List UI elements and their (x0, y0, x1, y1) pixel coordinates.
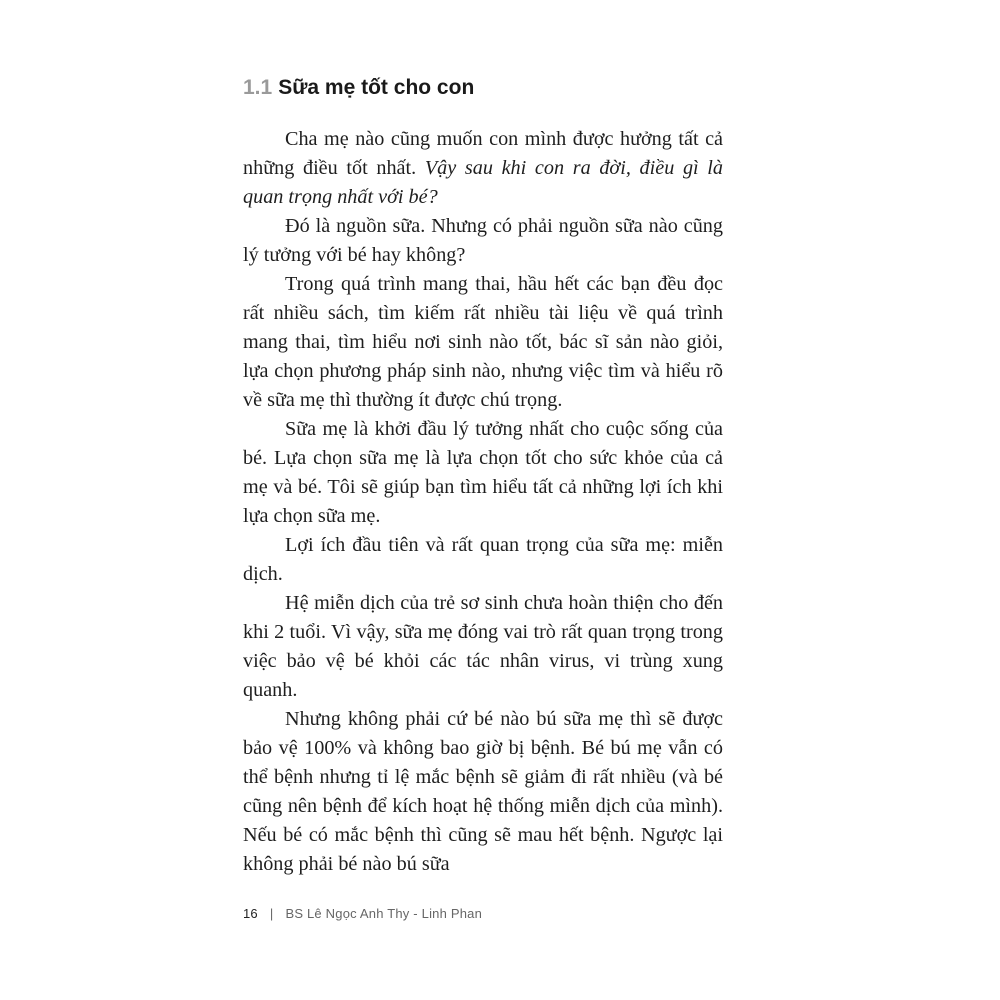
footer-author: BS Lê Ngọc Anh Thy - Linh Phan (285, 906, 483, 921)
paragraph-7: Nhưng không phải cứ bé nào bú sữa mẹ thì sẽ được bảo vệ 100% và không bao giờ bị bệnh. Bé bú mẹ vẫn có thể bệnh nhưng tỉ lệ mắc bệnh sẽ giảm đi rất nhiều (và bé cũng nên bệnh để kích hoạt hệ thống miễn dịch của mình). Nếu bé có mắc bệnh thì cũng sẽ mau hết bệnh. Ngược lại không phải bé nào bú sữa (243, 708, 723, 875)
page-footer (243, 906, 482, 921)
paragraph-3: Trong quá trình mang thai, hầu hết các bạn đều đọc rất nhiều sách, tìm kiếm rất nhiều tài liệu về quá trình mang thai, tìm hiểu nơi sinh nào tốt, bác sĩ sản nào giỏi, lựa chọn phương pháp sinh nào, nhưng việc tìm và hiểu rõ về sữa mẹ thì thường ít được chú trọng. (243, 273, 723, 411)
paragraph-1 (243, 125, 723, 212)
paragraph-1-text: Cha mẹ nào cũng muốn con mình được hưởng tất cả những điều tốt nhất. (243, 128, 723, 179)
section-number: 1.1 (243, 76, 273, 99)
footer-separator: | (269, 906, 274, 921)
paragraph-2: Đó là nguồn sữa. Nhưng có phải nguồn sữa nào cũng lý tưởng với bé hay không? (243, 215, 723, 266)
section-title: Sữa mẹ tốt cho con (278, 76, 475, 99)
body-text (243, 125, 723, 879)
paragraph-5: Lợi ích đầu tiên và rất quan trọng của sữa mẹ: miễn dịch. (243, 534, 723, 585)
paragraph-4: Sữa mẹ là khởi đầu lý tưởng nhất cho cuộc sống của bé. Lựa chọn sữa mẹ là lựa chọn tốt cho sức khỏe của cả mẹ và bé. Tôi sẽ giúp bạn tìm hiểu tất cả những lợi ích khi lựa chọn sữa mẹ. (243, 418, 723, 527)
paragraph-6: Hệ miễn dịch của trẻ sơ sinh chưa hoàn thiện cho đến khi 2 tuổi. Vì vậy, sữa mẹ đóng vai trò rất quan trọng trong việc bảo vệ bé khỏi các tác nhân virus, vi trùng xung quanh. (243, 592, 723, 701)
section-heading (243, 76, 474, 100)
paragraph-1-italic: Vậy sau khi con ra đời, điều gì là quan trọng nhất với bé? (243, 157, 724, 208)
page-number: 16 (243, 906, 258, 921)
